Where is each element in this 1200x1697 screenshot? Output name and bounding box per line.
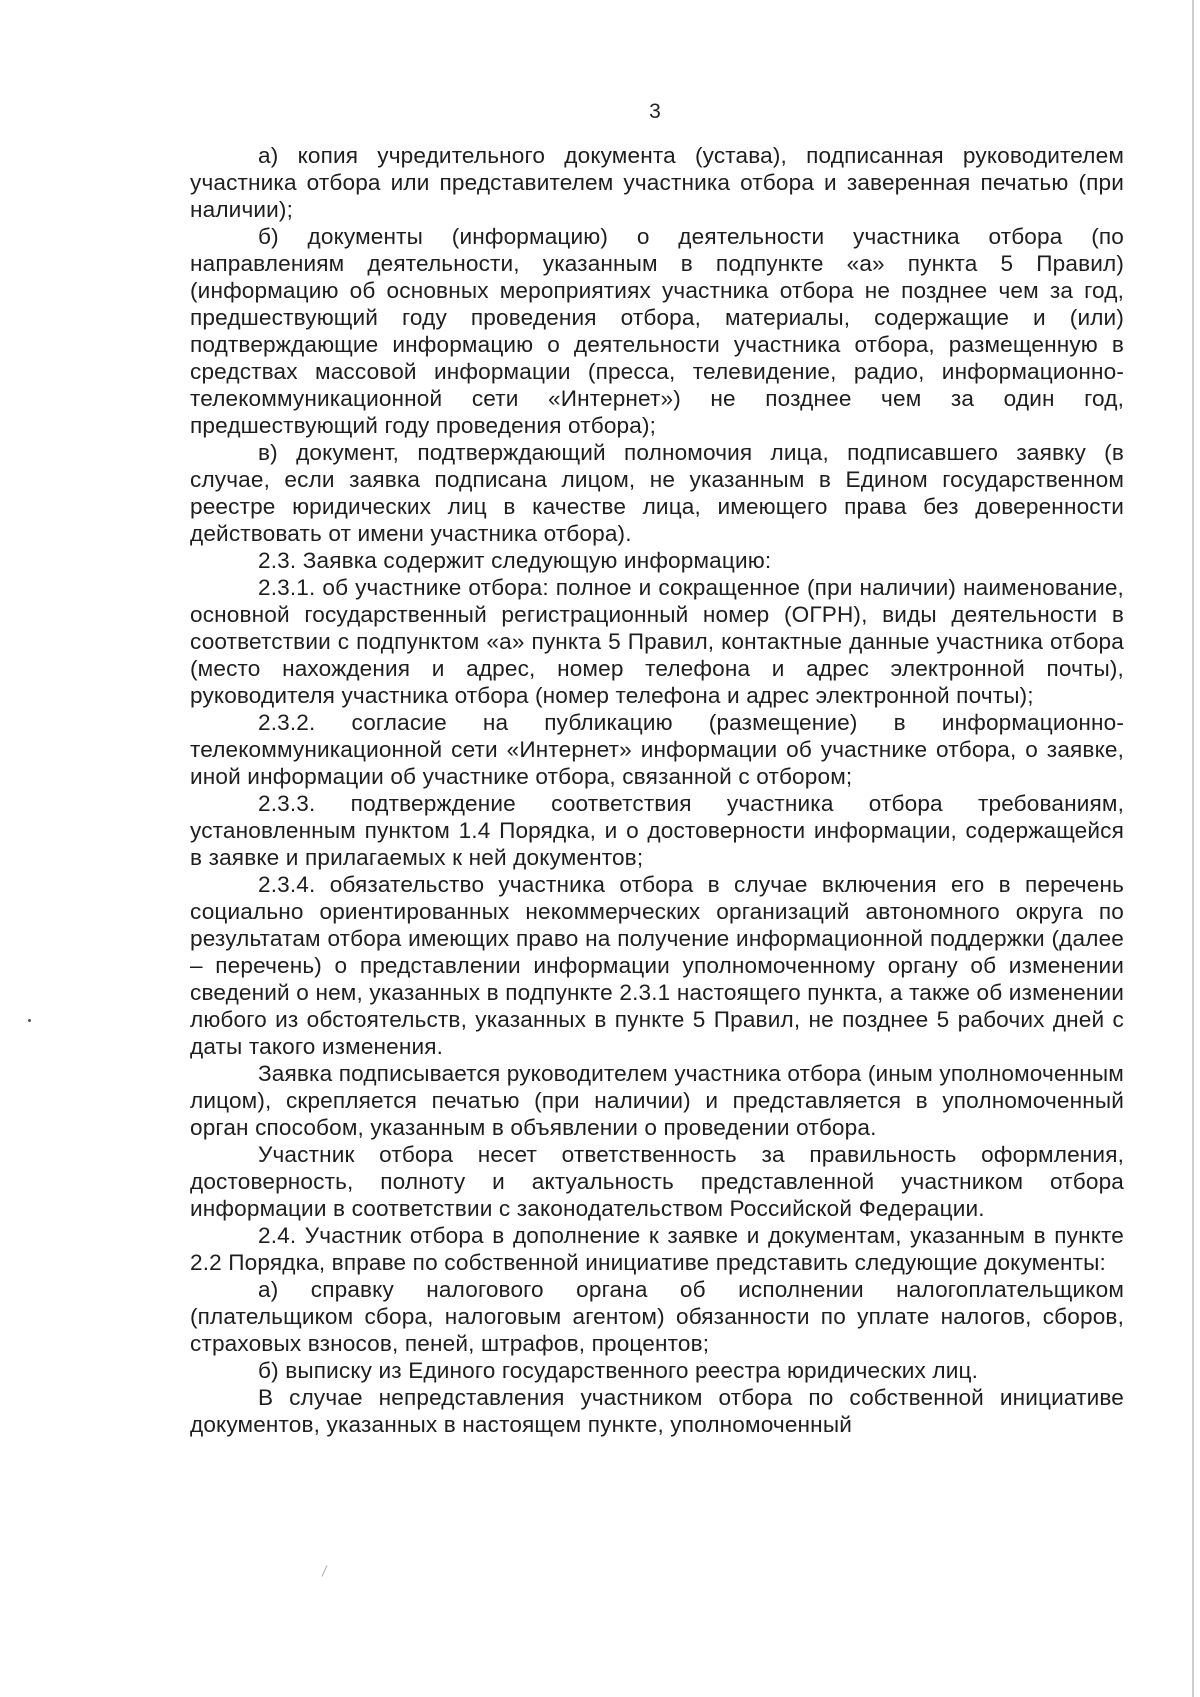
paragraph-2-4-item-a: а) справку налогового органа об исполнении налогоплательщиком (плательщиком сбора, налоговым агентом) обязанности по уплате налогов, сборов, страховых взносов, пеней, штрафов, процентов; [190,1277,1124,1356]
paragraph-2-3-2: 2.3.2. согласие на публикацию (размещение) в информационно-телекоммуникационной сети «Интернет» информации об участнике отбора, о заявке, иной информации об участнике отбора, связанной с отбором; [190,710,1124,789]
paragraph-item-a-charter-copy: а) копия учредительного документа (устава), подписанная руководителем участника отбора или представителем участника отбора и заверенная печатью (при наличии); [190,143,1124,222]
paragraph-2-4-item-b: б) выписку из Единого государственного реестра юридических лиц. [258,1358,979,1383]
scan-artifact-dot [28,1019,31,1022]
paragraph-2-3-1: 2.3.1. об участнике отбора: полное и сокращенное (при наличии) наименование, основной государственный регистрационный номер (ОГРН), виды деятельности в соответствии с подпунктом «а» пункта 5 Правил, контактные данные участника отбора (место нахождения и адрес, номер телефона и адрес электронной почты), руководителя участника отбора (номер телефона и адрес электронной почты); [190,575,1124,708]
page-edge-shadow [1192,0,1194,1697]
paragraph-2-3-4: 2.3.4. обязательство участника отбора в случае включения его в перечень социально ориентированных некоммерческих организаций автономного округа по результатам отбора имеющих право на получение информационной поддержки (далее – перечень) о представлении информации уполномоченному органу об изменении сведений о нем, указанных в подпункте 2.3.1 настоящего пункта, а также об изменении любого из обстоятельств, указанных в пункте 5 Правил, не позднее 5 рабочих дней с даты такого изменения. [190,872,1124,1059]
paragraph-application-signing: Заявка подписывается руководителем участника отбора (иным уполномоченным лицом), скрепляется печатью (при наличии) и представляется в уполномоченный орган способом, указанным в объявлении о проведении отбора. [190,1061,1124,1140]
paragraph-2-4: 2.4. Участник отбора в дополнение к заявке и документам, указанным в пункте 2.2 Порядка, вправе по собственной инициативе представить следующие документы: [190,1223,1124,1275]
paragraph-non-submission: В случае непредставления участником отбора по собственной инициативе документов, указанных в настоящем пункте, уполномоченный [190,1385,1124,1437]
paragraph-2-3-heading: 2.3. Заявка содержит следующую информацию: [258,548,772,573]
paragraph-2-3-3: 2.3.3. подтверждение соответствия участника отбора требованиям, установленным пунктом 1.4 Порядка, и о достоверности информации, содержащейся в заявке и прилагаемых к ней документов; [190,791,1124,870]
paragraph-item-v-authority-document: в) документ, подтверждающий полномочия лица, подписавшего заявку (в случае, если заявка подписана лицом, не указанным в Едином государственном реестре юридических лиц в качестве лица, имеющего права без доверенности действовать от имени участника отбора). [190,440,1124,546]
document-body [190,142,1124,1438]
paragraph-item-b-activity-documents: б) документы (информацию) о деятельности участника отбора (по направлениям деятельности, указанным в подпункте «а» пункта 5 Правил) (информацию об основных мероприятиях участника отбора не позднее чем за год, предшествующий году проведения отбора, материалы, содержащие и (или) подтверждающие информацию о деятельности участника отбора, размещенную в средствах массовой информации (пресса, телевидение, радио, информационно-телекоммуникационной сети «Интернет») не позднее чем за один год, предшествующий году проведения отбора); [190,224,1124,438]
scan-artifact-mark [322,1565,328,1576]
page-number: 3 [649,100,661,123]
paragraph-responsibility: Участник отбора несет ответственность за правильность оформления, достоверность, полноту и актуальность представленной участником отбора информации в соответствии с законодательством Российской Федерации. [190,1142,1124,1221]
